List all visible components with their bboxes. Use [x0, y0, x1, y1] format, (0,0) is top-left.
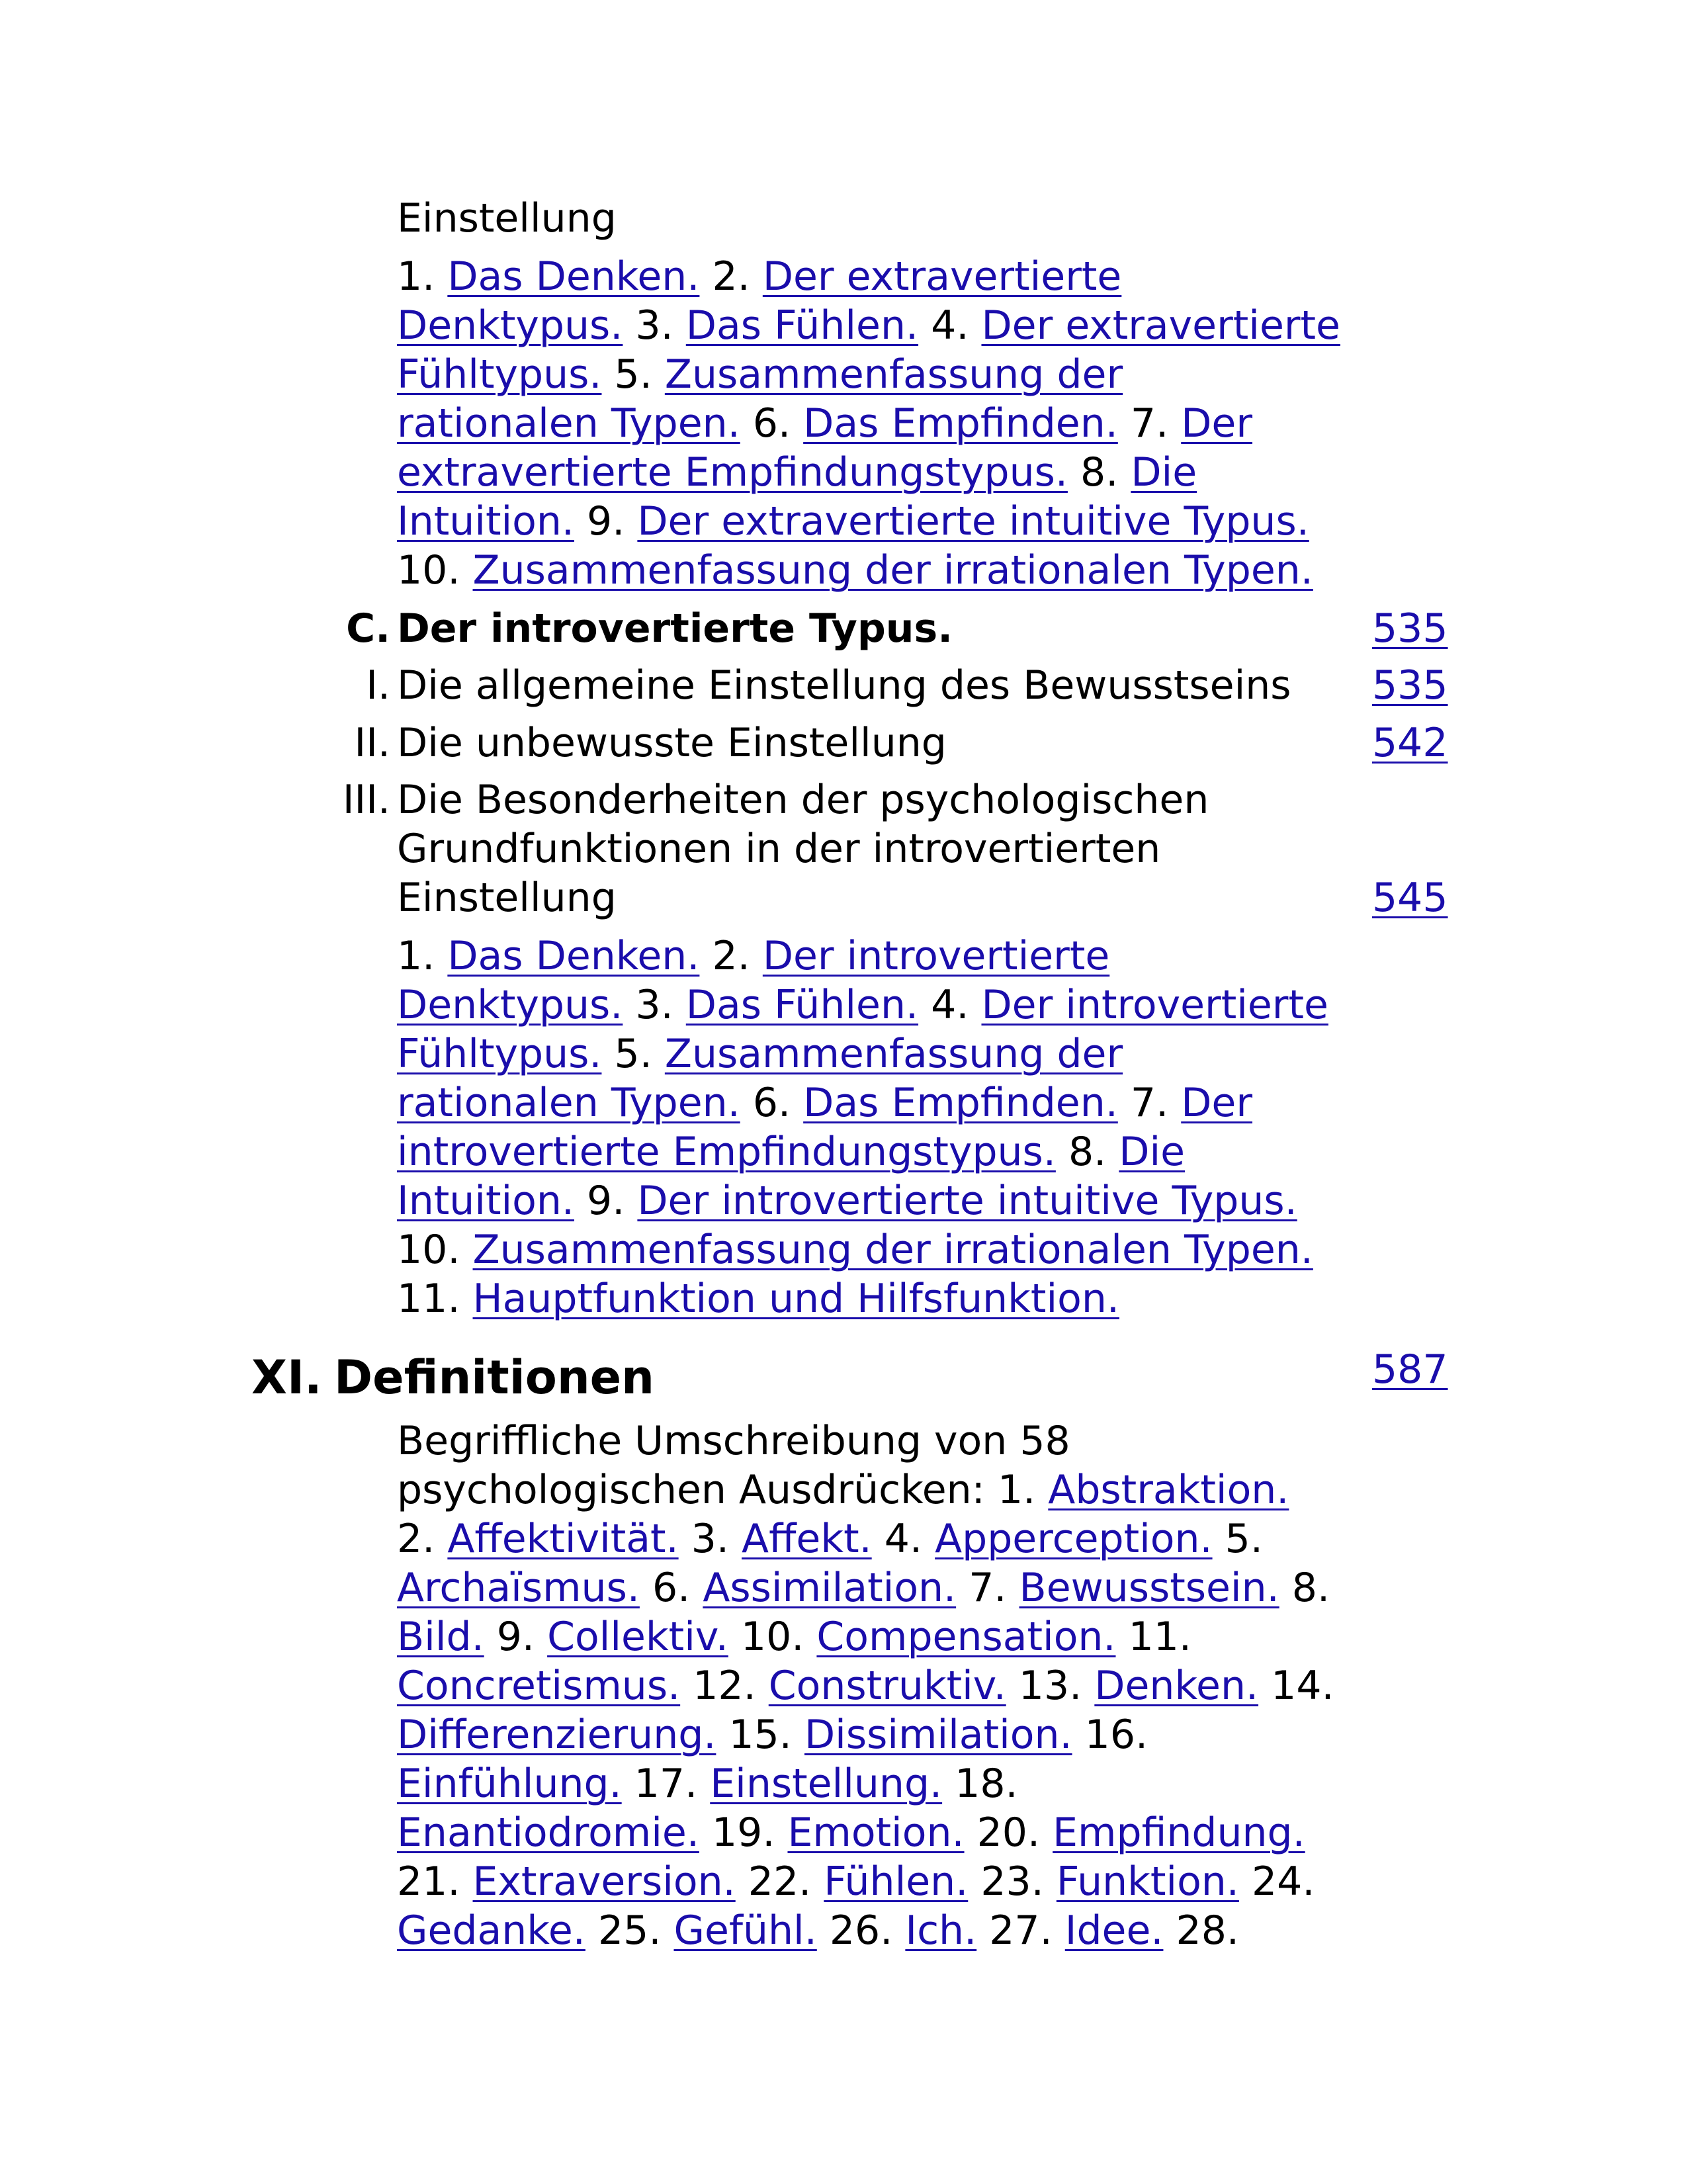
item-number: 4.: [931, 302, 969, 349]
item-number: 9.: [587, 498, 625, 545]
item-number: 8.: [1291, 1565, 1330, 1611]
item-number: 11.: [397, 1276, 460, 1322]
item-number: 27.: [989, 1907, 1053, 1954]
definitions-line: [397, 1857, 1389, 1906]
section-label: C.: [346, 605, 390, 652]
item-number: 26.: [829, 1907, 893, 1954]
item-number: 23.: [980, 1858, 1044, 1905]
toc-link-die-intuition-cont[interactable]: Intuition.: [397, 498, 574, 545]
item-number: 24.: [1251, 1858, 1315, 1905]
toc-subitems-line: [397, 448, 1389, 497]
def-link[interactable]: Ich.: [905, 1907, 977, 1954]
toc-link-der-introvertierte-fuehltypus[interactable]: Der introvertierte: [981, 982, 1328, 1028]
toc-subitems-line: [397, 1127, 1389, 1176]
toc-subitems-line: [397, 1225, 1389, 1274]
definitions-line: [397, 1759, 1389, 1808]
toc-link-die-intuition[interactable]: Die: [1119, 1129, 1186, 1175]
item-number: 3.: [635, 302, 673, 349]
item-number: 10.: [397, 1227, 460, 1273]
def-link[interactable]: Idee.: [1064, 1907, 1164, 1954]
item-number: 28.: [1176, 1907, 1239, 1954]
def-link[interactable]: Abstraktion.: [1048, 1467, 1289, 1513]
item-number: 19.: [711, 1810, 775, 1856]
item-number: 5.: [614, 1031, 652, 1077]
section-title: Die allgemeine Einstellung des Bewusstseins: [397, 662, 1291, 709]
def-link[interactable]: Compensation.: [816, 1614, 1116, 1660]
page-link[interactable]: 587: [1372, 1346, 1448, 1393]
toc-link-der-extravertierte-denktypus[interactable]: Der extravertierte: [762, 253, 1122, 300]
section-title: Der introvertierte Typus.: [397, 605, 953, 652]
chapter-title: Definitionen: [334, 1350, 654, 1405]
toc-link-der-extravertierte-empfindungstypus[interactable]: Der: [1181, 400, 1253, 447]
page-link[interactable]: 542: [1372, 720, 1448, 766]
toc-link-der-extravertierte-denktypus-cont[interactable]: Denktypus.: [397, 302, 623, 349]
item-number: 8.: [1080, 449, 1119, 496]
toc-subitems-line: [397, 981, 1389, 1029]
item-number: 3.: [635, 982, 673, 1028]
section-label: III.: [342, 777, 390, 823]
item-number: 1.: [397, 253, 435, 300]
toc-subitems-line: [397, 932, 1389, 981]
toc-subitems-line: [397, 1274, 1389, 1323]
section-title-line: Einstellung: [397, 875, 617, 921]
page-link[interactable]: 535: [1372, 605, 1448, 652]
item-number: 15.: [728, 1712, 792, 1758]
toc-link-zusammenfassung-rationalen-cont[interactable]: rationalen Typen.: [397, 1080, 740, 1126]
def-link[interactable]: Construktiv.: [768, 1663, 1006, 1709]
toc-link-hauptfunktion-hilfsfunktion[interactable]: Hauptfunktion und Hilfsfunktion.: [472, 1276, 1119, 1322]
toc-link-die-intuition[interactable]: Die: [1131, 449, 1197, 496]
item-number: 7.: [1130, 400, 1169, 447]
item-number: 7.: [969, 1565, 1007, 1611]
toc-link-der-extravertierte-fuehltypus-cont[interactable]: Fühltypus.: [397, 351, 602, 398]
toc-link-der-extravertierte-empfindungstypus-cont[interactable]: extravertierte Empfindungstypus.: [397, 449, 1068, 496]
item-number: 17.: [634, 1761, 698, 1807]
def-link[interactable]: Extraversion.: [472, 1858, 736, 1905]
item-number: 22.: [748, 1858, 812, 1905]
toc-link-das-fuehlen[interactable]: Das Fühlen.: [685, 982, 919, 1028]
toc-link-zusammenfassung-rationalen[interactable]: Zusammenfassung der: [664, 351, 1123, 398]
section-title: Die unbewusste Einstellung: [397, 720, 947, 766]
def-link[interactable]: Collektiv.: [547, 1614, 728, 1660]
toc-link-der-introvertierte-intuitive-typus[interactable]: Der introvertierte intuitive Typus.: [637, 1178, 1297, 1224]
def-link[interactable]: Denken.: [1094, 1663, 1259, 1709]
section-label: I.: [366, 662, 390, 709]
toc-link-das-fuehlen[interactable]: Das Fühlen.: [685, 302, 919, 349]
def-link[interactable]: Einfühlung.: [397, 1761, 622, 1807]
section-title-line: Die Besonderheiten der psychologischen: [397, 777, 1209, 823]
page-link[interactable]: 535: [1372, 662, 1448, 709]
toc-subitems-line: [397, 252, 1389, 301]
toc-link-das-empfinden[interactable]: Das Empfinden.: [803, 400, 1118, 447]
item-number: 10.: [740, 1614, 804, 1660]
item-number: 14.: [1271, 1663, 1334, 1709]
definitions-line: [397, 1612, 1389, 1661]
toc-link-zusammenfassung-rationalen-cont[interactable]: rationalen Typen.: [397, 400, 740, 447]
def-link[interactable]: Affektivität.: [447, 1516, 679, 1562]
item-number: 6.: [652, 1565, 691, 1611]
item-number: 25.: [597, 1907, 662, 1954]
toc-link-der-introvertierte-empfindungstypus-cont[interactable]: introvertierte Empfindungstypus.: [397, 1129, 1056, 1175]
item-number: 11.: [1128, 1614, 1191, 1660]
item-number: 10.: [397, 547, 460, 593]
def-link[interactable]: Concretismus.: [397, 1663, 681, 1709]
def-link[interactable]: Funktion.: [1056, 1858, 1239, 1905]
toc-link-zusammenfassung-irrationalen[interactable]: Zusammenfassung der irrationalen Typen.: [472, 547, 1313, 593]
toc-link-zusammenfassung-irrationalen[interactable]: Zusammenfassung der irrationalen Typen.: [472, 1227, 1313, 1273]
def-link[interactable]: Apperception.: [935, 1516, 1213, 1562]
item-number: 9.: [496, 1614, 535, 1660]
heading-tail-text: Einstellung: [397, 195, 617, 241]
item-number: 16.: [1084, 1712, 1148, 1758]
definitions-line: [397, 1808, 1389, 1857]
def-link[interactable]: Gefühl.: [673, 1907, 817, 1954]
item-number: 4.: [931, 982, 969, 1028]
def-link[interactable]: Archaïsmus.: [397, 1565, 640, 1611]
item-number: 6.: [752, 1080, 791, 1126]
toc-subitems-line: [397, 1078, 1389, 1127]
chapter-label: XI.: [251, 1350, 322, 1405]
section-title-tail: [397, 194, 1389, 243]
def-link[interactable]: Empfindung.: [1053, 1810, 1305, 1856]
toc-link-der-introvertierte-fuehltypus-cont[interactable]: Fühltypus.: [397, 1031, 602, 1077]
item-number: 4.: [884, 1516, 923, 1562]
section-label: II.: [354, 720, 390, 766]
toc-subitems-line: [397, 546, 1389, 595]
item-number: 12.: [693, 1663, 756, 1709]
item-number: 8.: [1068, 1129, 1107, 1175]
item-number: 1.: [997, 1467, 1036, 1513]
toc-link-die-intuition-cont[interactable]: Intuition.: [397, 1178, 574, 1224]
definitions-intro-line: Begriffliche Umschreibung von 58: [397, 1418, 1070, 1464]
item-number: 7.: [1130, 1080, 1169, 1126]
item-number: 18.: [955, 1761, 1018, 1807]
item-number: 13.: [1018, 1663, 1082, 1709]
toc-subitems-line: [397, 301, 1389, 350]
toc-subitems-line: [397, 350, 1389, 399]
def-link[interactable]: Emotion.: [787, 1810, 965, 1856]
item-number: 5.: [614, 351, 652, 398]
toc-subitems-line: [397, 399, 1389, 448]
definitions-line: [397, 1906, 1389, 1955]
item-number: 6.: [752, 400, 791, 447]
toc-subitems-line: [397, 1029, 1389, 1078]
section-title-line: Grundfunktionen in der introvertierten: [397, 826, 1161, 872]
item-number: 20.: [976, 1810, 1041, 1856]
def-link[interactable]: Differenzierung.: [397, 1712, 716, 1758]
toc-link-das-denken[interactable]: Das Denken.: [447, 933, 700, 979]
page-link[interactable]: 545: [1372, 875, 1448, 921]
item-number: 21.: [397, 1858, 460, 1905]
definitions-line: [397, 1514, 1389, 1563]
item-number: 2.: [712, 253, 750, 300]
toc-link-das-denken[interactable]: Das Denken.: [447, 253, 700, 300]
item-number: 5.: [1225, 1516, 1263, 1562]
toc-link-der-extravertierte-fuehltypus[interactable]: Der extravertierte: [981, 302, 1340, 349]
definitions-line: [397, 1710, 1389, 1759]
def-link[interactable]: Dissimilation.: [804, 1712, 1072, 1758]
toc-subitems-line: [397, 1176, 1389, 1225]
toc-link-das-empfinden[interactable]: Das Empfinden.: [803, 1080, 1118, 1126]
toc-link-zusammenfassung-rationalen[interactable]: Zusammenfassung der: [664, 1031, 1123, 1077]
definitions-line: [397, 1563, 1389, 1612]
item-number: 2.: [397, 1516, 435, 1562]
definitions-line: psychologischen Ausdrücken: 1. Abstraktion.: [397, 1467, 1289, 1513]
def-link[interactable]: Gedanke.: [397, 1907, 585, 1954]
item-number: 2.: [712, 933, 750, 979]
def-link[interactable]: Bewusstsein.: [1019, 1565, 1279, 1611]
def-link[interactable]: Einstellung.: [710, 1761, 943, 1807]
def-link[interactable]: Assimilation.: [703, 1565, 957, 1611]
toc-link-der-extravertierte-intuitive-typus[interactable]: Der extravertierte intuitive Typus.: [637, 498, 1309, 545]
item-number: 1.: [397, 933, 435, 979]
toc-link-der-introvertierte-denktypus[interactable]: Der introvertierte: [762, 933, 1110, 979]
toc-link-der-introvertierte-empfindungstypus[interactable]: Der: [1181, 1080, 1253, 1126]
def-link[interactable]: Affekt.: [742, 1516, 872, 1562]
def-link[interactable]: Enantiodromie.: [397, 1810, 699, 1856]
item-number: 3.: [691, 1516, 729, 1562]
toc-subitems-line: [397, 497, 1389, 546]
def-link[interactable]: Fühlen.: [824, 1858, 969, 1905]
toc-link-der-introvertierte-denktypus-cont[interactable]: Denktypus.: [397, 982, 623, 1028]
definitions-line: [397, 1661, 1389, 1710]
item-number: 9.: [587, 1178, 625, 1224]
def-link[interactable]: Bild.: [397, 1614, 484, 1660]
